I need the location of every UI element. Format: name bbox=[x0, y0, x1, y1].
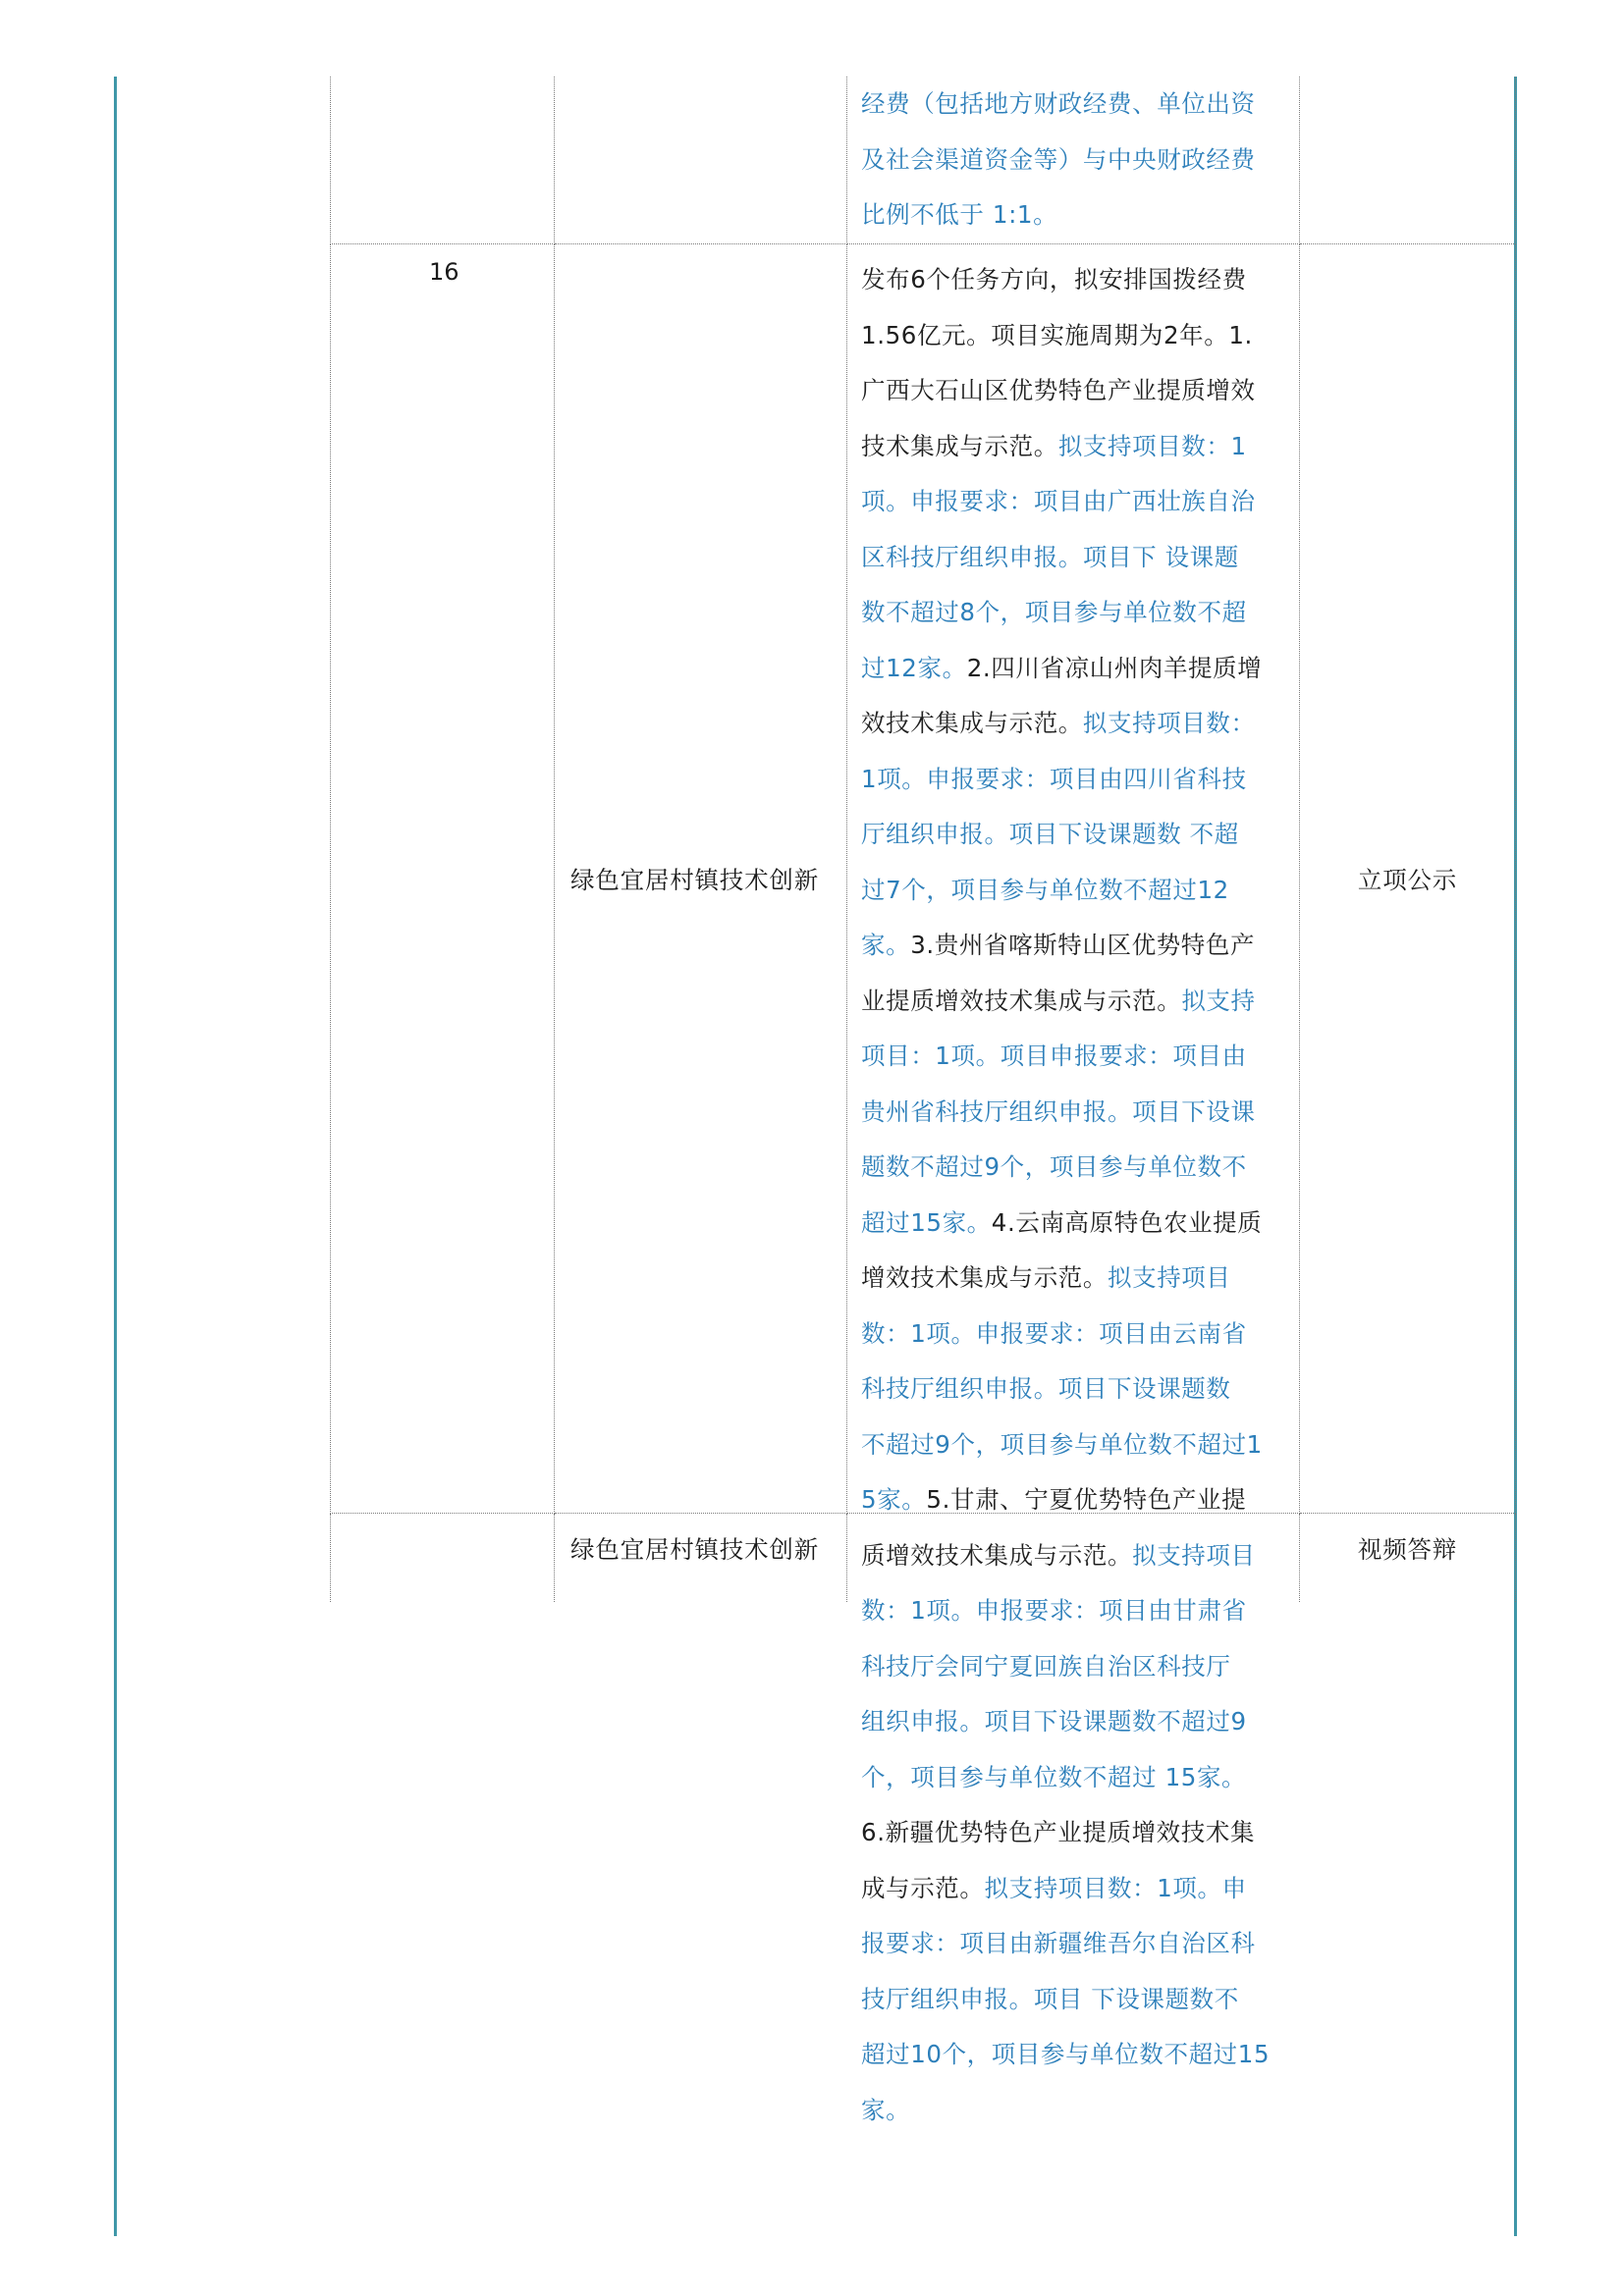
number-cell bbox=[331, 244, 555, 1514]
left-frame-line bbox=[114, 77, 117, 2236]
content-segment: 3.贵州省喀斯特山区优势特色产 业提质增效技术集成与示范。 bbox=[861, 931, 1256, 1015]
status-cell bbox=[1300, 77, 1516, 244]
content-segment: 发布6个任务方向，拟安排国拨经费 1.56亿元。项目实施周期为2年。1. 广西大石山区优势特色产业提质增效 技术集成与示范。 bbox=[861, 265, 1256, 460]
number-cell bbox=[331, 1514, 555, 1603]
content-segment: 拟支持 项目：1项。项目申报要求：项目由 贵州省科技厅组织申报。项目下设课 题数不超过9个，项目参与单位数不 超过15家。 bbox=[861, 986, 1256, 1237]
row-number: 16 bbox=[429, 258, 460, 286]
content-segment: 6.新疆优势特色产业提质增效技术集 成与示范。 bbox=[861, 1818, 1256, 1902]
content-cell bbox=[847, 244, 1300, 2124]
status-cell bbox=[1300, 1514, 1516, 1603]
content-segment: 拟支持项目 数：1项。申报要求：项目由甘肃省 科技厅会同宁夏回族自治区科技厅 组织申报。项目下设课题数不超过9 个，项目参与单位数不超过 15家。 bbox=[861, 1540, 1256, 1791]
table-row-16 bbox=[331, 244, 1516, 1514]
name-cell bbox=[555, 77, 847, 244]
content-cell bbox=[847, 77, 1300, 244]
content-segment: 拟支持项目数：1项。申 报要求：项目由新疆维吾尔自治区科 技厅组织申报。项目 下设课题数不 超过10个，项目参与单位数不超过15 家。 bbox=[861, 1873, 1271, 2124]
name-cell bbox=[555, 244, 847, 1514]
status-label: 视频答辩 bbox=[1357, 1535, 1458, 1564]
project-table bbox=[330, 77, 1516, 2124]
content-segment: 4.云南高原特色农业提质 增效技术集成与示范。 bbox=[861, 1207, 1263, 1292]
table-row-continued bbox=[331, 77, 1516, 244]
status-label: 立项公示 bbox=[1357, 865, 1458, 894]
project-name: 绿色宜居村镇技术创新 bbox=[570, 1535, 819, 1564]
name-cell bbox=[555, 1514, 847, 1603]
status-cell bbox=[1300, 244, 1516, 1514]
content-segment: 拟支持项目数：1 项。申报要求：项目由广西壮族自治 区科技厅组织申报。项目下 设课题 数不超过8个，项目参与单位数不超 过12家。 bbox=[861, 431, 1256, 682]
content-segment: 拟支持项目数： 1项。申报要求：项目由四川省科技 厅组织申报。项目下设课题数 不超 过7个，项目参与单位数不超过12 家。 bbox=[861, 709, 1256, 959]
project-name: 绿色宜居村镇技术创新 bbox=[570, 865, 819, 894]
number-cell bbox=[331, 77, 555, 244]
content-text bbox=[847, 244, 1299, 2124]
content-segment: 经费（包括地方财政经费、单位出资 及社会渠道资金等）与中央财政经费 比例不低于 1:1。 bbox=[861, 89, 1256, 229]
content-segment: 5.甘肃、宁夏优势特色产业提 质增效技术集成与示范。 bbox=[861, 1485, 1247, 1570]
content-segment: 拟支持项目 数：1项。申报要求：项目由云南省 科技厅组织申报。项目下设课题数 不超过9个，项目参与单位数不超过1 5家。 bbox=[861, 1263, 1263, 1514]
content-text bbox=[847, 77, 1299, 243]
content-segment: 2.四川省凉山州肉羊提质增 效技术集成与示范。 bbox=[861, 653, 1263, 737]
